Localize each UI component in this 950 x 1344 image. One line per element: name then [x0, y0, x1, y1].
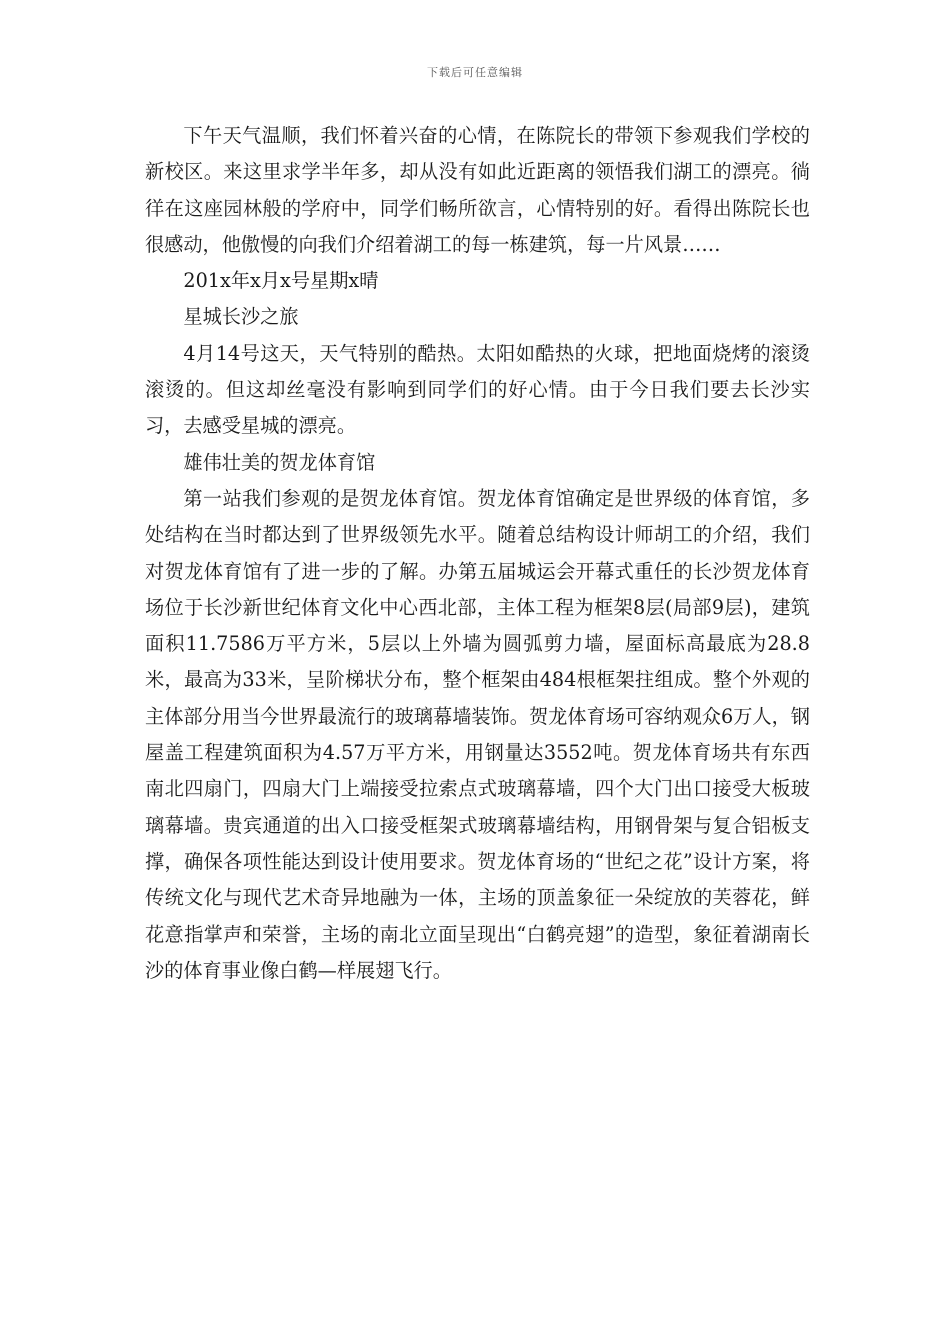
diary-date-line: 201x年x月x号星期x晴: [183, 269, 379, 293]
paragraph-campus-visit: 下午天气温顺，我们怀着兴奋的心情，在陈院长的带领下参观我们学校的新校区。来这里求学半年多，却从没有如此近距离的领悟我们湖工的漂亮。徜徉在这座园林般的学府中，同学们畅所欲言，心情特别的好。看得出陈院长也很感动，他傲慢的向我们介绍着湖工的每一栋建筑，每一片风景……: [145, 124, 810, 256]
section-heading-helong-stadium: 雄伟壮美的贺龙体育馆: [183, 450, 376, 474]
paragraph-april-14: 4月14号这天，天气特别的酷热。太阳如酷热的火球，把地面烧烤的滚烫滚烫的。但这却丝毫没有影响到同学们的好心情。由于今日我们要去长沙实习，去感受星城的漂亮。: [145, 341, 810, 438]
section-heading-changsha-trip: 星城长沙之旅: [183, 305, 299, 329]
document-body: [145, 118, 810, 989]
header-note: 下载后可任意编辑: [427, 66, 523, 79]
paragraph-helong-stadium: 第一站我们参观的是贺龙体育馆。贺龙体育馆确定是世界级的体育馆，多处结构在当时都达到了世界级领先水平。随着总结构设计师胡工的介绍，我们对贺龙体育馆有了进一步的了解。办第五届城运会开幕式重任的长沙贺龙体育场位于长沙新世纪体育文化中心西北部，主体工程为框架8层(局部9层)，建筑面积11.7586万平方米，5层以上外墙为圆弧剪力墙，屋面标高最底为28.8米，最高为33米，呈阶梯状分布，整个框架由484根框架拄组成。整个外观的主体部分用当今世界最流行的玻璃幕墙装饰。贺龙体育场可容纳观众6万人，钢屋盖工程建筑面积为4.57万平方米，用钢量达3552吨。贺龙体育场共有东西南北四扇门，四扇大门上端接受拉索点式玻璃幕墙，四个大门出口接受大板玻璃幕墙。贵宾通道的出入口接受框架式玻璃幕墙结构，用钢骨架与复合铝板支撑，确保各项性能达到设计使用要求。贺龙体育场的“世纪之花”设计方案，将传统文化与现代艺术奇异地融为一体，主场的顶盖象征一朵绽放的芙蓉花，鲜花意指掌声和荣誉，主场的南北立面呈现出“白鹤亮翅”的造型，象征着湖南长沙的体育事业像白鹤—样展翅飞行。: [145, 486, 810, 982]
